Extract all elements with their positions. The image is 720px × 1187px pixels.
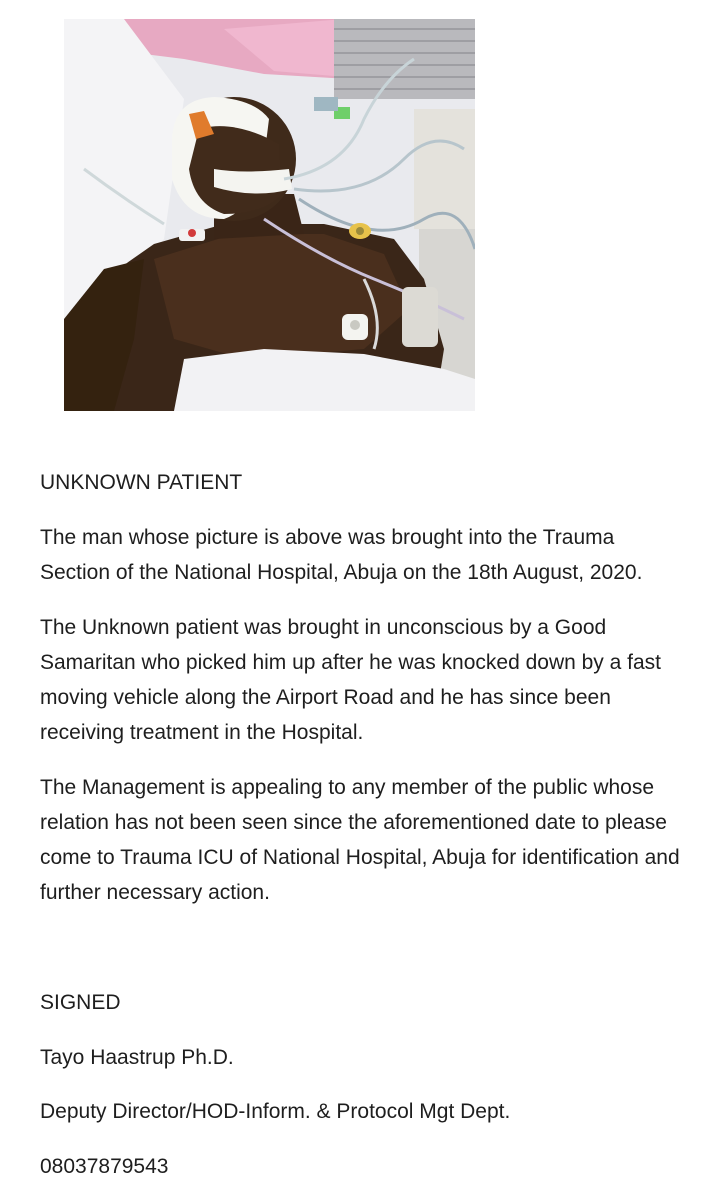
notice-heading: UNKNOWN PATIENT xyxy=(40,471,243,494)
patient-photo xyxy=(64,19,475,411)
notice-paragraph-1: The man whose picture is above was brought into the Trauma Section of the National Hospital, Abuja on the 18th August, 2020. xyxy=(40,526,643,584)
signatory-title: Deputy Director/HOD-Inform. & Protocol Mgt Dept. xyxy=(40,1100,511,1123)
contact-phone: 08037879543 xyxy=(40,1155,169,1178)
notice-paragraph-2: The Unknown patient was brought in unconscious by a Good Samaritan who picked him up after he was knocked down by a fast moving vehicle along the Airport Road and he has since been receiving treatment in the Hospital. xyxy=(40,616,661,744)
signed-label: SIGNED xyxy=(40,991,121,1014)
notice-paragraph-3: The Management is appealing to any member of the public whose relation has not been seen since the aforementioned date to please come to Trauma ICU of National Hospital, Abuja for identification and further necessary action. xyxy=(40,776,680,904)
signatory-name: Tayo Haastrup Ph.D. xyxy=(40,1046,234,1069)
